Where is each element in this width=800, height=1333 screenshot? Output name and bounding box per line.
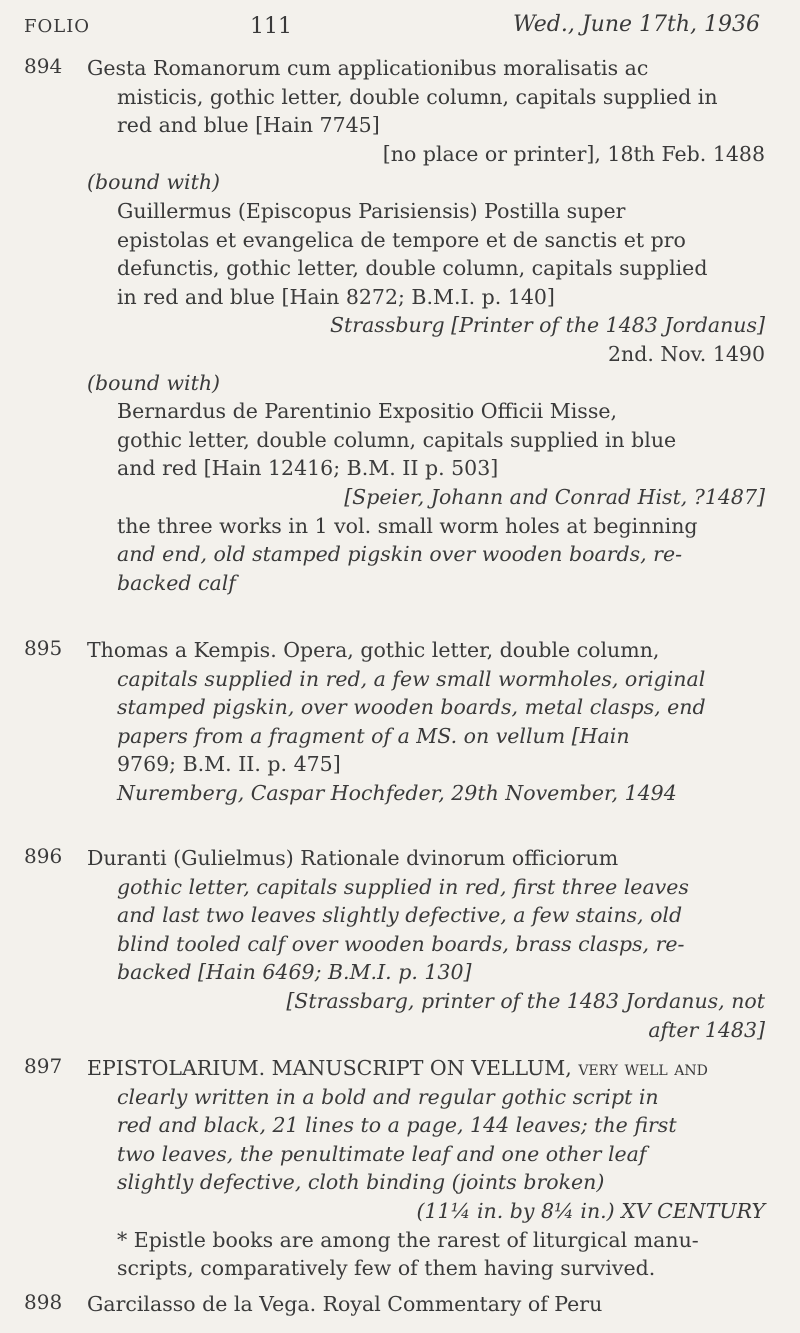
lot-description [87,844,765,1044]
imprint-line: Strassburg [Printer of the 1483 Jordanus] [330,313,765,338]
desc-line: capitals supplied in red, a few small wormholes, original [117,666,706,691]
lot-number: 894 [24,54,63,78]
desc-line: backed calf [117,570,236,595]
desc-line: stamped pigskin, over wooden boards, metal clasps, end [117,695,706,720]
desc-line: the three works in 1 vol. small worm holes at beginning [117,513,698,538]
desc-line: backed [Hain 6469; B.M.I. p. 130] [117,960,472,985]
desc-line: gothic letter, double column, capitals supplied in blue [117,427,677,452]
running-head-folio: FOLIO [24,16,91,37]
desc-line: 9769; B.M. II. p. 475] [117,752,341,777]
size-and-date-line: (11¼ in. by 8¼ in.) XV CENTURY [416,1198,765,1223]
desc-line: Gesta Romanorum cum applicationibus moralisatis ac [87,56,649,80]
lot-number: 896 [24,844,63,868]
desc-line: and end, old stamped pigskin over wooden boards, re- [117,542,683,567]
lot-description [87,636,765,808]
page-number: 111 [250,14,292,39]
sale-date: Wed., June 17th, 1936 [512,12,760,37]
desc-line: clearly written in a bold and regular gothic script in [117,1084,659,1109]
bound-with-note: (bound with) [87,370,221,395]
desc-line: defunctis, gothic letter, double column, capitals supplied [117,256,708,281]
imprint-line: 2nd. Nov. 1490 [607,341,765,366]
imprint-line: [no place or printer], 18th Feb. 1488 [382,141,765,166]
lot-description [87,1054,765,1283]
desc-line: epistolas et evangelica de tempore et de sanctis et pro [117,227,686,252]
lot-number: 897 [24,1054,63,1078]
footnote-line: * Epistle books are among the rarest of liturgical manu- [117,1227,699,1252]
desc-line: slightly defective, cloth binding (joints broken) [117,1170,605,1195]
desc-line: papers from a fragment of a MS. on vellum [Hain [117,723,630,748]
footnote-line: scripts, comparatively few of them having survived. [117,1256,656,1281]
imprint-line: after 1483] [648,1017,765,1042]
lot-description [87,54,765,597]
imprint-line: [Strassbarg, printer of the 1483 Jordanus, not [286,988,765,1013]
desc-line: and red [Hain 12416; B.M. II p. 503] [117,456,499,481]
desc-line: two leaves, the penultimate leaf and one other leaf [117,1141,647,1166]
bound-with-note: (bound with) [87,170,221,195]
desc-line: red and black, 21 lines to a page, 144 leaves; the first [117,1113,677,1138]
imprint-line: Nuremberg, Caspar Hochfeder, 29th November, 1494 [117,780,677,805]
desc-line: blind tooled calf over wooden boards, brass clasps, re- [117,931,685,956]
desc-line: misticis, gothic letter, double column, capitals supplied in [117,84,718,109]
page-header [24,6,760,40]
desc-line: in red and blue [Hain 8272; B.M.I. p. 140] [117,284,555,309]
desc-line: EPISTOLARIUM. MANUSCRIPT ON VELLUM, very well and [87,1056,708,1080]
desc-line: Guillermus (Episcopus Parisiensis) Postilla super [117,198,626,223]
desc-line: and last two leaves slightly defective, a few stains, old [117,903,683,928]
lot-number: 898 [24,1290,63,1314]
lot-number: 895 [24,636,63,660]
desc-line: Thomas a Kempis. Opera, gothic letter, double column, [87,638,660,662]
desc-line: red and blue [Hain 7745] [117,113,380,138]
desc-line: gothic letter, capitals supplied in red, first three leaves [117,874,689,899]
lot-description [87,1290,765,1319]
desc-line: Garcilasso de la Vega. Royal Commentary of Peru [87,1292,603,1316]
desc-line: Bernardus de Parentinio Expositio Officii Misse, [117,399,617,424]
imprint-line: [Speier, Johann and Conrad Hist, ?1487] [344,484,765,509]
desc-line: Duranti (Gulielmus) Rationale dvinorum officiorum [87,846,619,870]
